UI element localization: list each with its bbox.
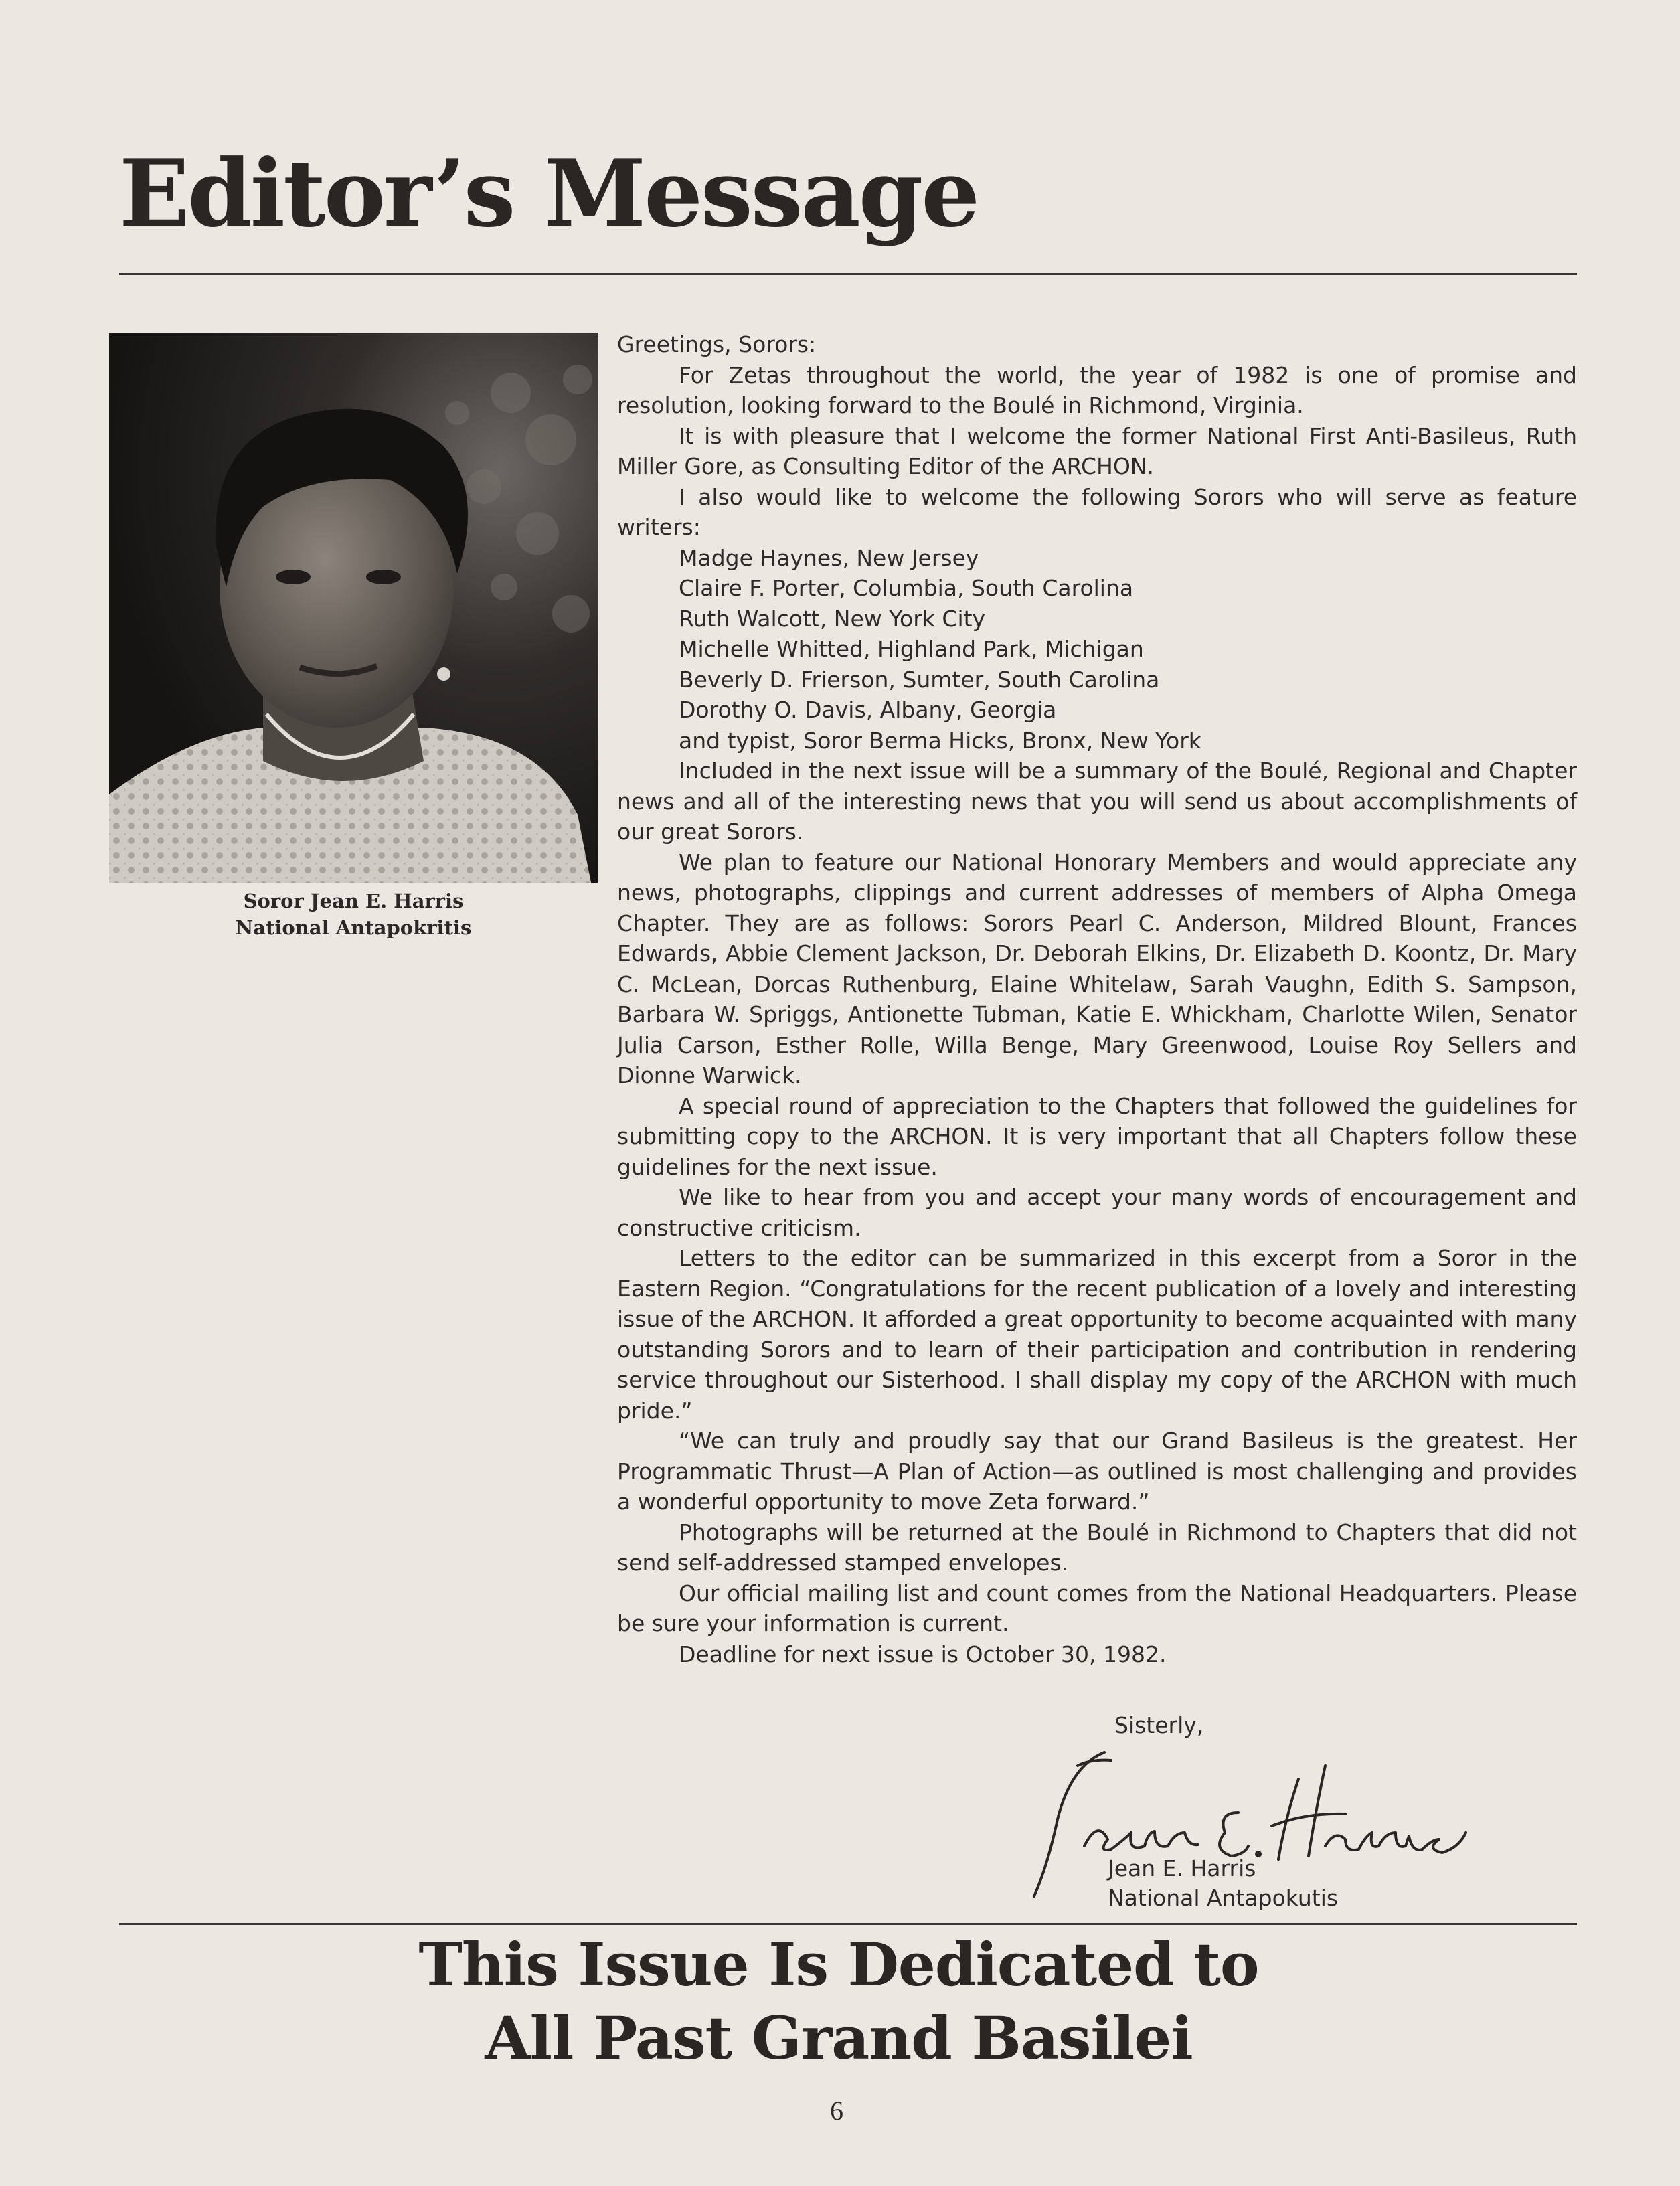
feature-writers-list [617,543,1577,756]
list-item: Dorothy O. Davis, Albany, Georgia [679,697,1057,723]
signer [1108,1854,1338,1913]
signer-title: National Antapokutis [1108,1885,1339,1911]
letter-paragraph: A special round of appreciation to the Chapters that followed the guidelines for submitting copy to the ARCHON. It is very important that all Chapters follow these guidelines for the next issue. [617,1092,1577,1180]
page-number: 6 [830,2096,843,2126]
dedication-line: This Issue Is Dedicated to [418,1930,1259,1999]
list-item: and typist, Soror Berma Hicks, Bronx, New York [679,727,1201,754]
list-item: Madge Haynes, New Jersey [679,544,979,571]
salutation: Greetings, Sorors: [617,331,817,357]
title-rule [119,273,1577,275]
page-title: Editor’s Message [119,139,979,248]
signature-block [1031,1705,1499,1933]
list-item: Claire F. Porter, Columbia, South Carolina [679,575,1134,601]
letter-paragraph: Our official mailing list and count comes from the National Headquarters. Please be sure your information is current. [617,1580,1577,1636]
list-item: Michelle Whitted, Highland Park, Michigan [679,636,1144,662]
letter-paragraph: “We can truly and proudly say that our Grand Basileus is the greatest. Her Programmatic Thrust—A Plan of Action—as outlined is most challenging and provides a wonderful opportunity to move Zeta forward.” [617,1428,1577,1515]
closing: Sisterly, [1114,1712,1204,1738]
portrait-illustration [109,333,598,883]
dedication-heading [119,1928,1558,2075]
bottom-rule [119,1923,1577,1925]
letter-body [617,329,1577,1669]
list-item: Beverly D. Frierson, Sumter, South Carolina [679,666,1160,693]
list-item: Ruth Walcott, New York City [679,605,986,632]
caption-title: National Antapokritis [235,916,472,939]
letter-paragraph: It is with pleasure that I welcome the former National First Anti-Basileus, Ruth Miller Gore, as Consulting Editor of the ARCHON. [617,422,1577,479]
letter-paragraph: Photographs will be returned at the Boulé in Richmond to Chapters that did not send self-addressed stamped envelopes. [617,1519,1577,1576]
letter-paragraph: For Zetas throughout the world, the year of 1982 is one of promise and resolution, looking forward to the Boulé in Richmond, Virginia. [617,361,1577,418]
letter-paragraph: Letters to the editor can be summarized in this excerpt from a Soror in the Eastern Region. “Congratulations for the recent publication of a lovely and interesting issue of the ARCHON. It afforded a great opportunity to become acquainted with many outstanding Sorors and to learn of their participation and contribution in rendering service throughout our Sisterhood. I shall display my copy of the ARCHON with much pride.” [617,1245,1577,1424]
signer-name: Jean E. Harris [1108,1855,1256,1881]
letter-paragraph: I also would like to welcome the following Sorors who will serve as feature writers: [617,483,1577,540]
letter-paragraph: We like to hear from you and accept your many words of encouragement and constructive criticism. [617,1184,1577,1241]
caption-name: Soror Jean E. Harris [243,890,464,912]
portrait-photo [109,333,598,883]
letter-paragraph: Deadline for next issue is October 30, 1982. [679,1641,1167,1667]
dedication-line: All Past Grand Basilei [485,2003,1193,2073]
letter-paragraph: Included in the next issue will be a summary of the Boulé, Regional and Chapter news and all of the interesting news that you will send us about accomplishments of our great Sorors. [617,758,1577,845]
letter-paragraph: We plan to feature our National Honorary Members and would appreciate any news, photographs, clippings and current addresses of members of Alpha Omega Chapter. They are as follows: Sorors Pearl C. Anderson, Mildred Blount, Frances Edwards, Abbie Clement Jackson, Dr. Deborah Elkins, Dr. Elizabeth D. Koontz, Dr. Mary C. McLean, Dorcas Ruthenburg, Elaine Whitelaw, Sarah Vaughn, Edith S. Sampson, Barbara W. Spriggs, Antionette Tubman, Katie E. Whickham, Charlotte Wilen, Senator Julia Carson, Esther Rolle, Willa Benge, Mary Greenwood, Louise Roy Sellers and Dionne Warwick. [617,849,1577,1088]
photo-caption [109,888,598,941]
